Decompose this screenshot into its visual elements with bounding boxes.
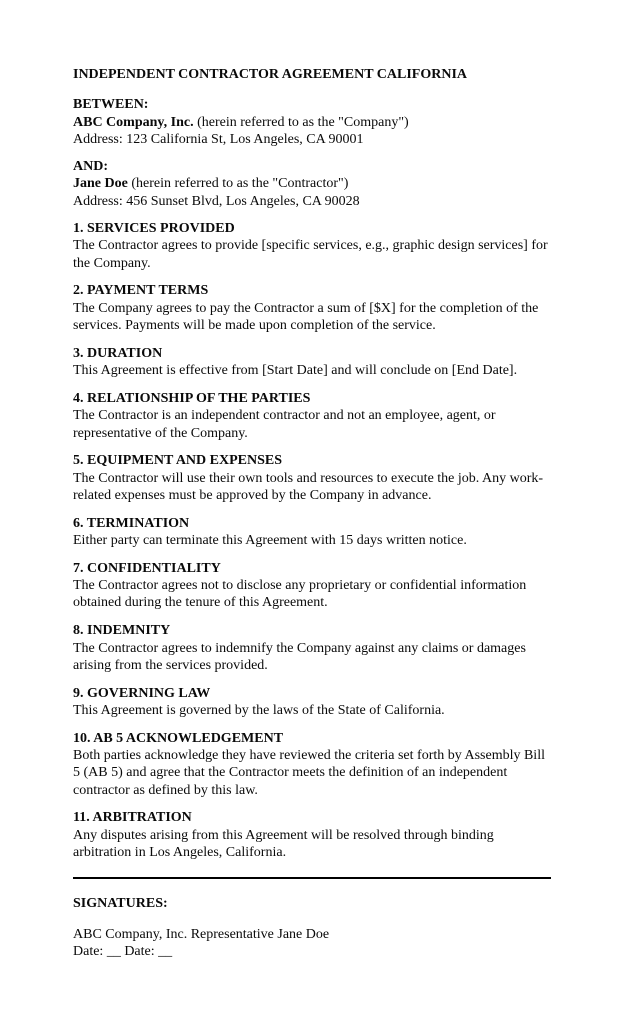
section-heading: 2. PAYMENT TERMS (73, 283, 209, 299)
contract-section (73, 730, 551, 799)
signature-date-line: Date: __ Date: __ (73, 943, 173, 959)
contract-section (73, 622, 551, 674)
party-label: BETWEEN: (73, 97, 149, 113)
section-heading: 3. DURATION (73, 345, 163, 361)
section-body: This Agreement is governed by the laws of the State of California. (73, 702, 445, 718)
section-body: The Company agrees to pay the Contractor a sum of [$X] for the completion of the services. Payments will be made upon completion of the service. (73, 300, 539, 334)
section-heading: 8. INDEMNITY (73, 623, 171, 639)
section-body: The Contractor agrees to provide [specific services, e.g., graphic design services] for the Company. (73, 238, 548, 271)
contract-section (73, 685, 551, 720)
party-address: Address: 456 Sunset Blvd, Los Angeles, CA 90028 (73, 193, 360, 209)
section-body: Either party can terminate this Agreement with 15 days written notice. (73, 533, 467, 549)
section-heading: 9. GOVERNING LAW (73, 685, 211, 701)
contract-section (73, 282, 551, 334)
section-body: This Agreement is effective from [Start Date] and will conclude on [End Date]. (73, 363, 518, 379)
section-body: Both parties acknowledge they have reviewed the criteria set forth by Assembly Bill 5 (AB 5) and agree that the Contractor meets the definition of an independent contractor as defined by this law. (73, 748, 545, 798)
parties-block (73, 96, 551, 210)
party-name: Jane Doe (73, 176, 128, 192)
section-body: The Contractor will use their own tools and resources to execute the job. Any work-related expenses must be approved by the Company in advance. (73, 470, 544, 503)
contract-section (73, 390, 551, 442)
contract-section (73, 220, 551, 272)
contract-section (73, 560, 551, 612)
signature-parties-line: ABC Company, Inc. Representative Jane Doe (73, 926, 330, 942)
contract-section (73, 515, 551, 550)
party-name-line (73, 114, 551, 131)
party-descriptor: (herein referred to as the "Company") (193, 114, 409, 130)
signature-divider (73, 877, 551, 879)
party-label: AND: (73, 159, 108, 175)
section-heading: 4. RELATIONSHIP OF THE PARTIES (73, 390, 311, 406)
signatures-heading: SIGNATURES: (73, 896, 168, 912)
party-name: ABC Company, Inc. (73, 114, 194, 130)
contract-section (73, 452, 551, 504)
section-body: The Contractor agrees not to disclose any proprietary or confidential information obtained during the tenure of this Agreement. (73, 578, 527, 611)
section-body: The Contractor agrees to indemnify the Company against any claims or damages arising from the services provided. (73, 640, 526, 673)
contract-section (73, 809, 551, 861)
party-block (73, 96, 551, 148)
document-title: INDEPENDENT CONTRACTOR AGREEMENT CALIFORNIA (73, 67, 468, 82)
contract-section (73, 345, 551, 380)
party-block (73, 158, 551, 210)
party-descriptor: (herein referred to as the "Contractor") (127, 176, 349, 192)
section-heading: 1. SERVICES PROVIDED (73, 221, 235, 237)
section-heading: 11. ARBITRATION (73, 810, 192, 826)
sections-block (73, 220, 551, 861)
section-body: The Contractor is an independent contractor and not an employee, agent, or representative of the Company. (73, 408, 496, 441)
section-heading: 5. EQUIPMENT AND EXPENSES (73, 453, 283, 469)
section-heading: 10. AB 5 ACKNOWLEDGEMENT (73, 730, 284, 746)
party-address: Address: 123 California St, Los Angeles, CA 90001 (73, 131, 364, 147)
section-body: Any disputes arising from this Agreement will be resolved through binding arbitration in Los Angeles, California. (73, 827, 494, 860)
section-heading: 7. CONFIDENTIALITY (73, 560, 221, 576)
party-name-line (73, 175, 551, 192)
section-heading: 6. TERMINATION (73, 515, 190, 531)
